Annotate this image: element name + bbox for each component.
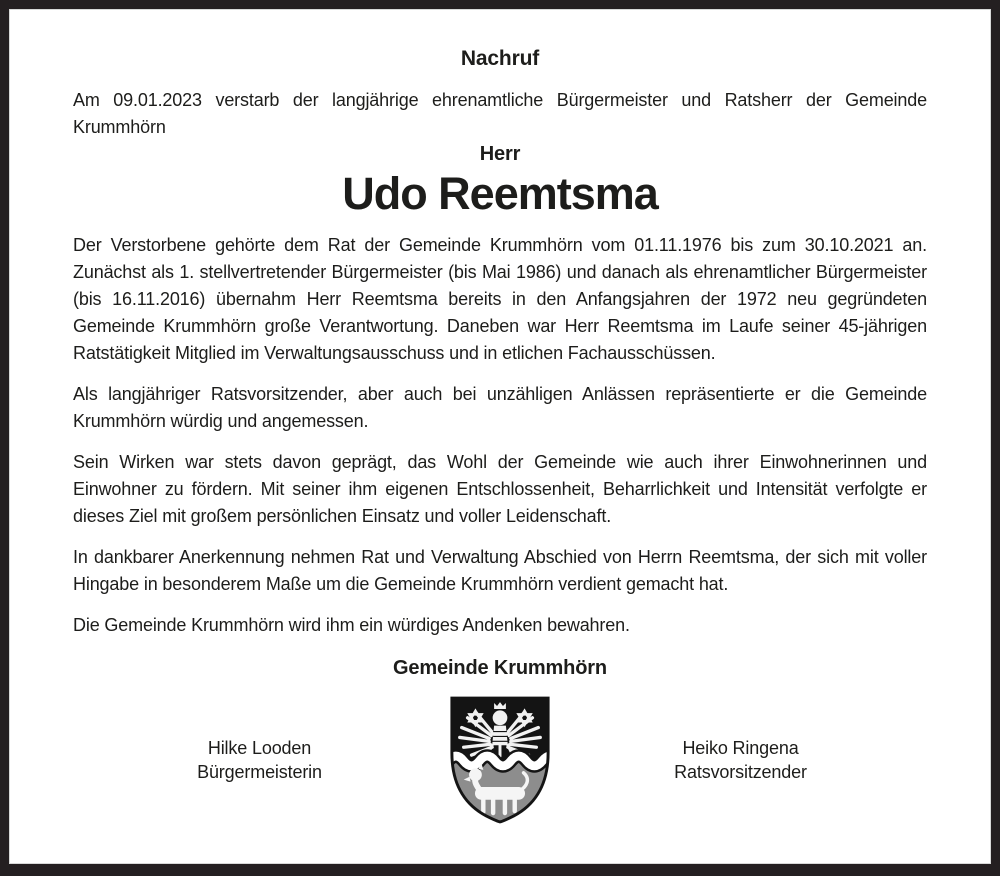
salutation: Herr	[479, 143, 521, 165]
signatory-right	[554, 736, 927, 784]
obituary-paragraph: Als langjähriger Ratsvorsitzender, aber auch bei unzähligen Anlässen repräsentierte er die Gemeinde Krummhörn würdig und angemessen.	[73, 384, 927, 431]
obituary-paragraph: In dankbarer Anerkennung nehmen Rat und Verwaltung Abschied von Herrn Reemtsma, der sich mit voller Hingabe in besonderem Maße um die Gemeinde Krummhörn verdient gemacht hat.	[73, 547, 927, 594]
obituary-paragraph: Sein Wirken war stets davon geprägt, das Wohl der Gemeinde wie auch ihrer Einwohnerinnen und Einwohner zu fördern. Mit seiner ihm eigenen Entschlossenheit, Beharrlichkeit und Intensität verfolgte er dieses Ziel mit großem persönlichen Einsatz und voller Leidenschaft.	[73, 452, 927, 526]
obituary-paragraph: Der Verstorbene gehörte dem Rat der Gemeinde Krummhörn vom 01.11.1976 bis zum 30.10.2021 an. Zunächst als 1. stellvertretender Bürgermeister (bis Mai 1986) und danach als ehrenamtlicher Bürgermeister (bis 16.11.2016) übernahm Herr Reemtsma bereits in den Anfangsjahren der 1972 neu gegründeten Gemeinde Krummhörn große Verantwortung. Daneben war Herr Reemtsma im Laufe seiner 45-jährigen Ratstätigkeit Mitglied im Verwaltungsausschuss und in etlichen Fachausschüssen.	[73, 235, 927, 363]
deceased-name: Udo Reemtsma	[342, 168, 658, 219]
signatory-name: Heiko Ringena	[682, 738, 799, 758]
intro-paragraph: Am 09.01.2023 verstarb der langjährige ehrenamtliche Bürgermeister und Ratsherr der Gemeinde Krummhörn	[73, 90, 927, 137]
krummhoern-coat-of-arms-icon	[446, 694, 554, 826]
signatory-left	[73, 736, 446, 784]
signatory-name: Hilke Looden	[207, 738, 312, 758]
obituary-paragraph: Die Gemeinde Krummhörn wird ihm ein würdiges Andenken bewahren.	[73, 615, 630, 635]
signatory-role: Ratsvorsitzender	[674, 762, 807, 782]
obituary-page	[9, 9, 991, 864]
organization-name: Gemeinde Krummhörn	[393, 657, 607, 679]
notice-title: Nachruf	[460, 47, 540, 70]
signatory-role: Bürgermeisterin	[197, 762, 322, 782]
signature-row	[73, 694, 927, 826]
